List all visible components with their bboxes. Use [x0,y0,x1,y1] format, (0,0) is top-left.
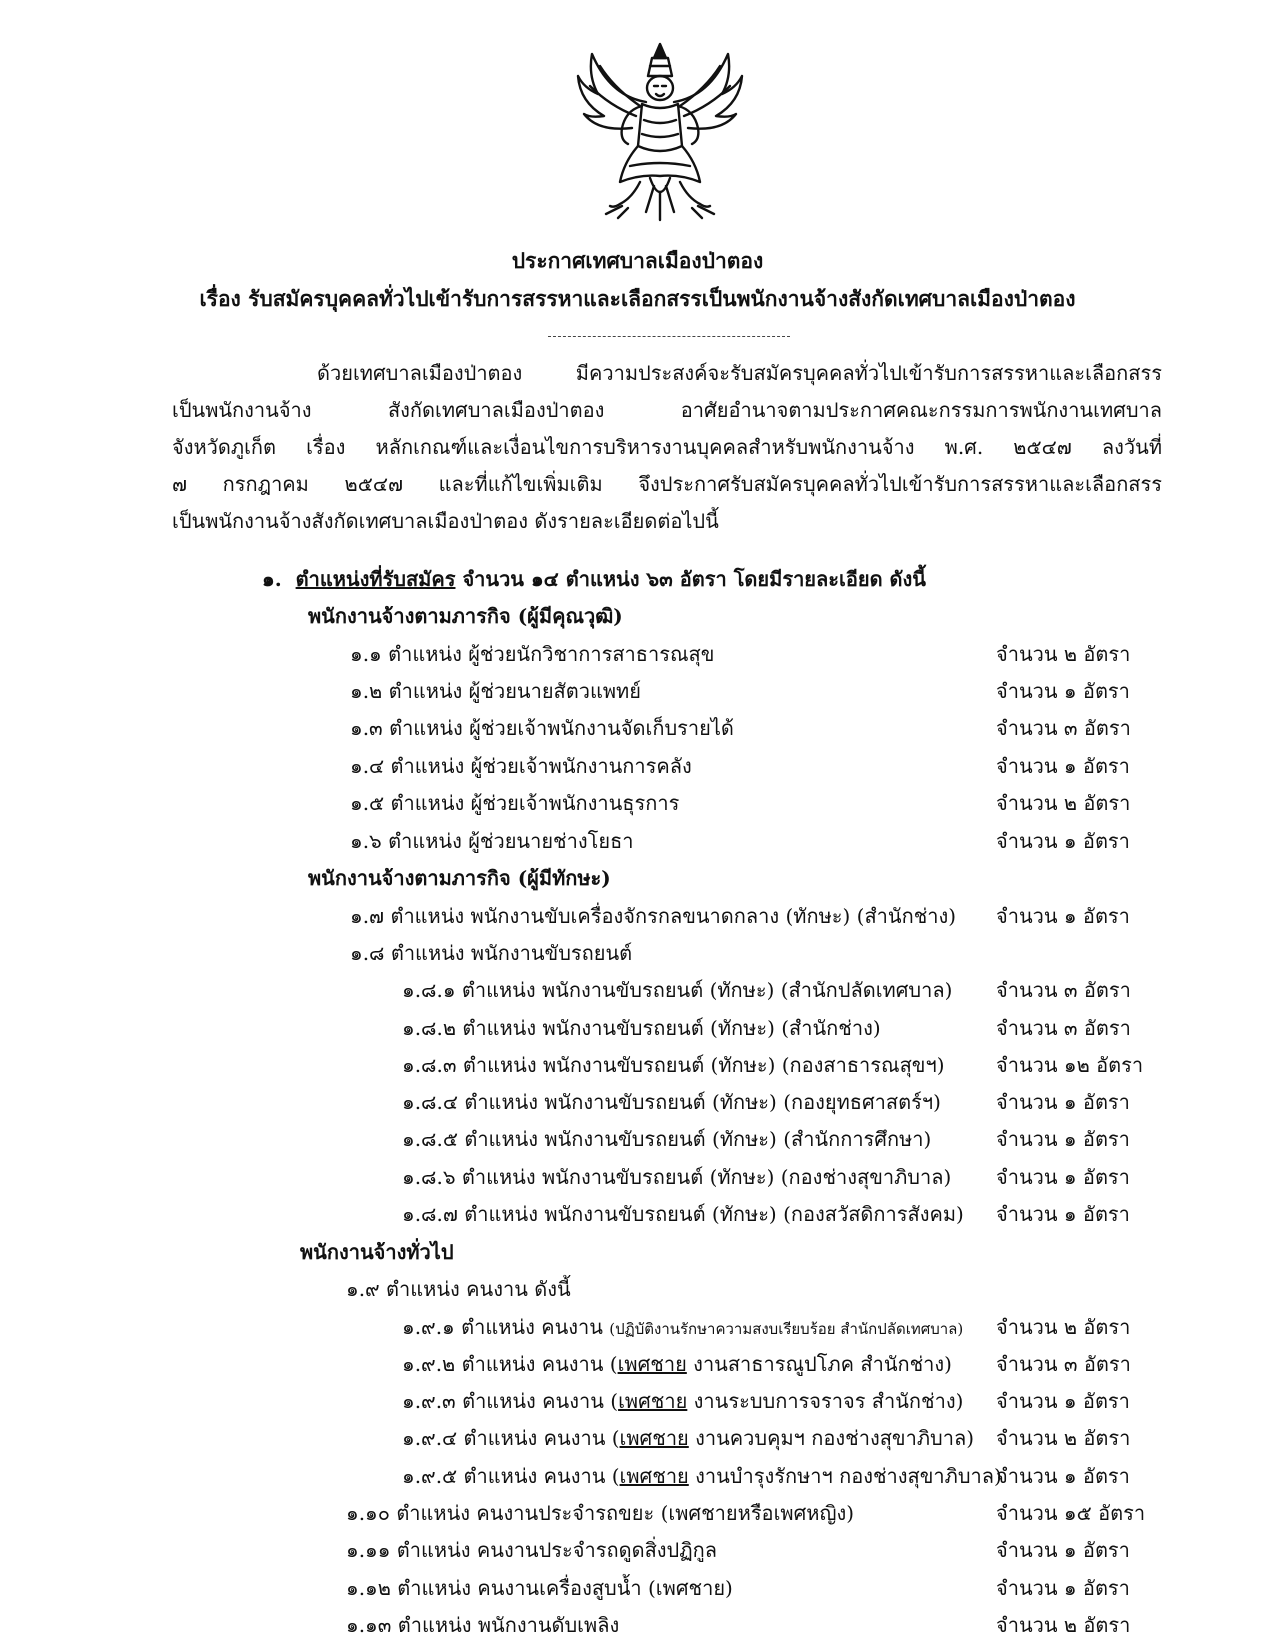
position-amount: จำนวน ๑ อัตรา [996,1389,1130,1413]
intro-line: ด้วยเทศบาลเมืองป่าตอง มีความประสงค์จะรับสมัครบุคคลทั่วไปเข้ารับการสรรหาและเลือกสรร [317,361,1162,385]
position-item: ๑.๘.๑ ตำแหน่ง พนักงานขับรถยนต์ (ทักษะ) (สำนักปลัดเทศบาล) [402,978,953,1002]
position-amount: จำนวน ๒ อัตรา [996,1315,1131,1339]
position-item: ๑.๘ ตำแหน่ง พนักงานขับรถยนต์ [350,941,633,965]
position-amount: จำนวน ๒ อัตรา [996,642,1131,666]
position-amount: จำนวน ๒ อัตรา [996,791,1131,815]
position-amount: จำนวน ๑๕ อัตรา [996,1501,1146,1525]
position-item-text: งานสาธารณูปโภค สำนักช่าง) [686,1352,952,1376]
position-item-text: งานระบบการจราจร สำนักช่าง) [687,1389,964,1413]
intro-line: ๗ กรกฎาคม ๒๕๔๗ และที่แก้ไขเพิ่มเติม จึงประกาศรับสมัครบุคคลทั่วไปเข้ารับการสรรหาและเลือกสรร [172,472,1162,496]
position-amount: จำนวน ๑ อัตรา [996,679,1130,703]
position-amount: จำนวน ๑ อัตรา [996,1202,1130,1226]
position-amount: จำนวน ๑ อัตรา [996,1165,1130,1189]
position-item-text: ๑.๙.๒ ตำแหน่ง คนงาน ( [402,1352,618,1376]
position-item [402,1385,963,1417]
position-amount: จำนวน ๑ อัตรา [996,1538,1130,1562]
position-item: ๑.๕ ตำแหน่ง ผู้ช่วยเจ้าพนักงานธุรการ [350,791,680,815]
position-item: ๑.๑๐ ตำแหน่ง คนงานประจำรถขยะ (เพศชายหรือเพศหญิง) [346,1501,855,1525]
position-item [402,1460,1002,1492]
section-title: ตำแหน่งที่รับสมัคร [295,567,456,591]
position-item-text: ๑.๙.๑ ตำแหน่ง คนงาน [402,1315,610,1339]
intro-line: เป็นพนักงานจ้างสังกัดเทศบาลเมืองป่าตอง ดังรายละเอียดต่อไปนี้ [172,509,719,533]
position-item-text: งานควบคุมฯ กองช่างสุขาภิบาล) [688,1426,974,1450]
gender-requirement: เพศชาย [618,1389,688,1413]
position-item-text: งานบำรุงรักษาฯ กองช่างสุขาภิบาล) [688,1464,1002,1488]
position-item: ๑.๑๓ ตำแหน่ง พนักงานดับเพลิง [346,1613,620,1637]
garuda-emblem-icon [570,36,750,236]
position-item: ๑.๘.๗ ตำแหน่ง พนักงานขับรถยนต์ (ทักษะ) (กองสวัสดิการสังคม) [402,1202,964,1226]
position-item-text: ๑.๙.๔ ตำแหน่ง คนงาน ( [402,1426,620,1450]
position-amount: จำนวน ๑ อัตรา [996,1464,1130,1488]
position-item: ๑.๙ ตำแหน่ง คนงาน ดังนี้ [346,1277,571,1301]
intro-line: จังหวัดภูเก็ต เรื่อง หลักเกณฑ์และเงื่อนไขการบริหารงานบุคคลสำหรับพนักงานจ้าง พ.ศ. ๒๕๔๗ ลงวันที่ [172,435,1162,459]
position-item: ๑.๓ ตำแหน่ง ผู้ช่วยเจ้าพนักงานจัดเก็บรายได้ [350,716,734,740]
position-amount: จำนวน ๓ อัตรา [996,1016,1131,1040]
section-heading [262,563,926,595]
position-item-text: ๑.๙.๕ ตำแหน่ง คนงาน ( [402,1464,620,1488]
position-item [402,1422,974,1454]
position-item: ๑.๘.๔ ตำแหน่ง พนักงานขับรถยนต์ (ทักษะ) (กองยุทธศาสตร์ฯ) [402,1090,941,1114]
divider [548,336,790,337]
position-item-text: ๑.๙.๓ ตำแหน่ง คนงาน ( [402,1389,619,1413]
gender-requirement: เพศชาย [619,1426,689,1450]
intro-line: เป็นพนักงานจ้าง สังกัดเทศบาลเมืองป่าตอง อาศัยอำนาจตามประกาศคณะกรรมการพนักงานเทศบาล [172,398,1162,422]
position-amount: จำนวน ๒ อัตรา [996,1426,1131,1450]
position-amount: จำนวน ๓ อัตรา [996,1352,1131,1376]
position-item: ๑.๘.๖ ตำแหน่ง พนักงานขับรถยนต์ (ทักษะ) (กองช่างสุขาภิบาล) [402,1165,952,1189]
group-heading: พนักงานจ้างตามภารกิจ (ผู้มีคุณวุฒิ) [308,604,623,628]
position-amount: จำนวน ๓ อัตรา [996,978,1131,1002]
group-heading: พนักงานจ้างทั่วไป [300,1240,454,1264]
position-item: ๑.๒ ตำแหน่ง ผู้ช่วยนายสัตวแพทย์ [350,679,641,703]
position-item-note: (ปฏิบัติงานรักษาความสงบเรียบร้อย สำนักปลัดเทศบาล) [609,1320,964,1338]
position-amount: จำนวน ๑๒ อัตรา [996,1053,1144,1077]
gender-requirement: เพศชาย [617,1352,687,1376]
gender-requirement: เพศชาย [619,1464,689,1488]
section-summary: จำนวน ๑๔ ตำแหน่ง ๖๓ อัตรา โดยมีรายละเอียด ดังนี้ [462,567,926,591]
position-amount: จำนวน ๑ อัตรา [996,1576,1130,1600]
position-amount: จำนวน ๓ อัตรา [996,716,1131,740]
position-item: ๑.๑ ตำแหน่ง ผู้ช่วยนักวิชาการสาธารณสุข [350,642,715,666]
position-item: ๑.๘.๓ ตำแหน่ง พนักงานขับรถยนต์ (ทักษะ) (กองสาธารณสุขฯ) [402,1053,945,1077]
position-item: ๑.๑๒ ตำแหน่ง คนงานเครื่องสูบน้ำ (เพศชาย) [346,1576,733,1600]
position-item [402,1348,952,1380]
subject-line: เรื่อง รับสมัครบุคคลทั่วไปเข้ารับการสรรหาและเลือกสรรเป็นพนักงานจ้างสังกัดเทศบาลเมืองป่าตอง [199,286,1076,311]
position-item: ๑.๘.๕ ตำแหน่ง พนักงานขับรถยนต์ (ทักษะ) (สำนักการศึกษา) [402,1127,932,1151]
position-item: ๑.๔ ตำแหน่ง ผู้ช่วยเจ้าพนักงานการคลัง [350,754,692,778]
position-amount: จำนวน ๑ อัตรา [996,829,1130,853]
position-amount: จำนวน ๑ อัตรา [996,1127,1130,1151]
position-amount: จำนวน ๒ อัตรา [996,1613,1131,1637]
position-item: ๑.๘.๒ ตำแหน่ง พนักงานขับรถยนต์ (ทักษะ) (สำนักช่าง) [402,1016,881,1040]
group-heading: พนักงานจ้างตามภารกิจ (ผู้มีทักษะ) [308,866,611,890]
position-item: ๑.๑๑ ตำแหน่ง คนงานประจำรถดูดสิ่งปฏิกูล [346,1538,718,1562]
section-number: ๑. [262,567,282,591]
position-item [402,1311,963,1343]
position-item: ๑.๖ ตำแหน่ง ผู้ช่วยนายช่างโยธา [350,829,634,853]
position-amount: จำนวน ๑ อัตรา [996,754,1130,778]
intro-paragraph [172,355,1162,540]
position-item: ๑.๗ ตำแหน่ง พนักงานขับเครื่องจักรกลขนาดกลาง (ทักษะ) (สำนักช่าง) [350,904,957,928]
position-amount: จำนวน ๑ อัตรา [996,1090,1130,1114]
page-title: ประกาศเทศบาลเมืองป่าตอง [511,248,764,273]
position-amount: จำนวน ๑ อัตรา [996,904,1130,928]
